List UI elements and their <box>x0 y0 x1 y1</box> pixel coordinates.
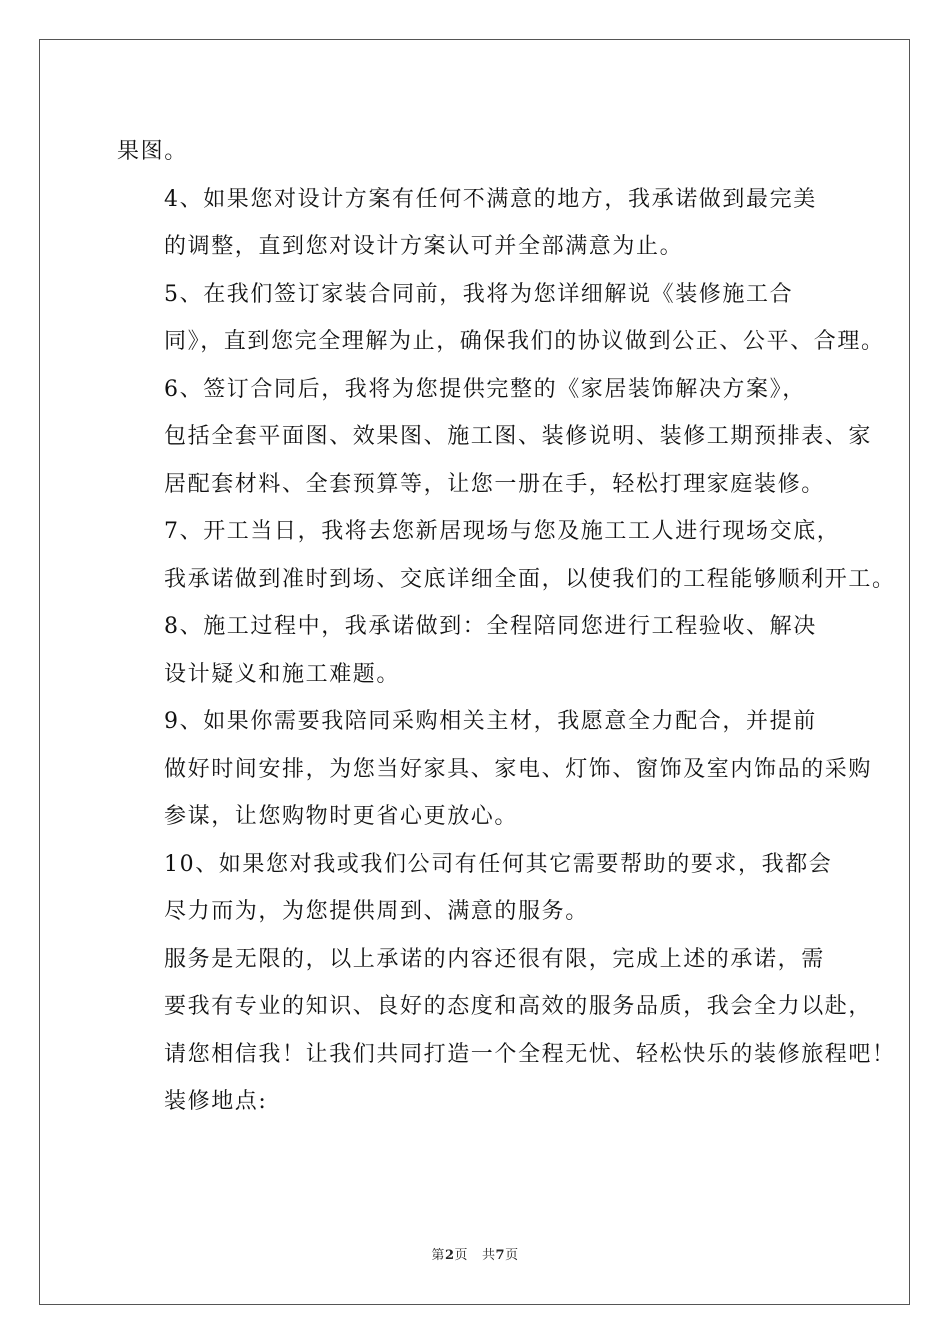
page-number-suffix: 页 <box>454 1248 468 1263</box>
total-pages-suffix: 页 <box>505 1248 519 1263</box>
total-pages: 7 <box>495 1248 506 1263</box>
paragraph <box>117 176 839 271</box>
document-body <box>117 128 896 1126</box>
text-line: 5、在我们签订家装合同前，我将为您详细解说《装修施工合 <box>164 281 794 307</box>
text-line: 4、如果您对设计方案有任何不满意的地方，我承诺做到最完美 <box>164 186 817 212</box>
text-line: 做好时间安排，为您当好家具、家电、灯饰、窗饰及室内饰品的采购 <box>164 756 873 782</box>
text-line: 装修地点: <box>164 1089 268 1114</box>
paragraph <box>117 841 839 936</box>
text-line: 同》，直到您完全理解为止，确保我们的协议做到公正、公平、合理。 <box>164 329 885 354</box>
paragraph <box>117 698 873 841</box>
paragraph <box>117 271 885 366</box>
text-line: 8、施工过程中，我承诺做到：全程陪同您进行工程验收、解决 <box>164 614 817 639</box>
text-line: 6、签订合同后，我将为您提供完整的《家居装饰解决方案》， <box>164 376 806 402</box>
text-line: 7、开工当日，我将去您新居现场与您及施工工人进行现场交底， <box>164 519 841 544</box>
page-number: 2 <box>444 1248 455 1263</box>
paragraph <box>117 936 896 1079</box>
text-line: 请您相信我！让我们共同打造一个全程无忧、轻松快乐的装修旅程吧！ <box>164 1041 896 1067</box>
page-footer <box>0 1244 950 1263</box>
text-line: 的调整，直到您对设计方案认可并全部满意为止。 <box>164 234 684 259</box>
text-line: 服务是无限的，以上承诺的内容还很有限，完成上述的承诺，需 <box>164 946 825 972</box>
paragraph <box>117 1078 839 1126</box>
paragraph <box>117 128 839 176</box>
paragraph <box>117 366 873 509</box>
text-line: 10、如果您对我或我们公司有任何其它需要帮助的要求，我都会 <box>164 851 833 877</box>
paragraph <box>117 508 896 603</box>
text-line: 设计疑义和施工难题。 <box>164 661 401 687</box>
text-line: 尽力而为，为您提供周到、满意的服务。 <box>164 899 589 924</box>
text-line: 果图。 <box>117 139 188 164</box>
text-line: 要我有专业的知识、良好的态度和高效的服务品质，我会全力以赴， <box>164 994 873 1019</box>
text-line: 居配套材料、全套预算等，让您一册在手，轻松打理家庭装修。 <box>164 471 825 497</box>
page-number-prefix: 第 <box>431 1248 445 1263</box>
text-line: 参谋，让您购物时更省心更放心。 <box>164 804 519 829</box>
total-pages-prefix: 共 <box>482 1248 496 1263</box>
text-line: 包括全套平面图、效果图、施工图、装修说明、装修工期预排表、家 <box>164 424 873 449</box>
text-line: 9、如果你需要我陪同采购相关主材，我愿意全力配合，并提前 <box>164 709 817 734</box>
text-line: 我承诺做到准时到场、交底详细全面，以使我们的工程能够顺利开工。 <box>164 566 896 592</box>
paragraph <box>117 603 839 698</box>
